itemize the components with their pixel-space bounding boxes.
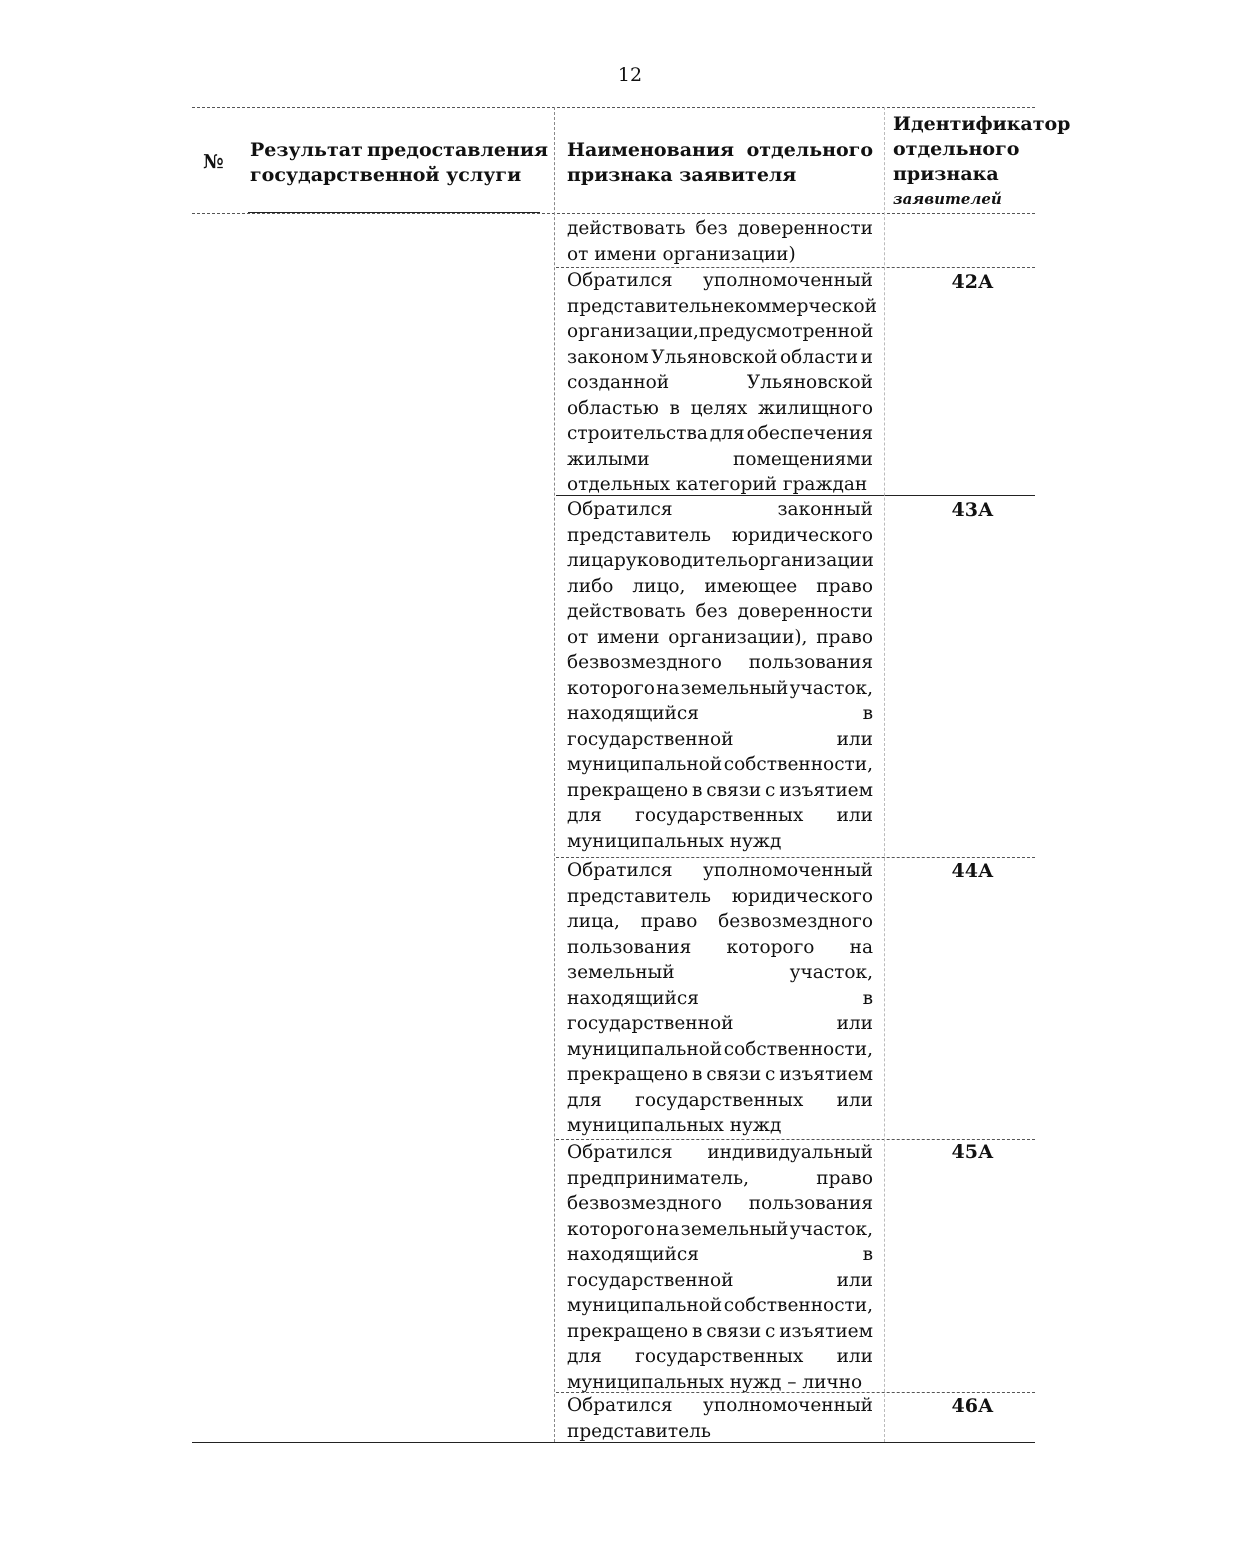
header-name-line-1 [567,138,873,163]
text-line: безвозмездного пользования [567,652,873,673]
header-no: № [203,151,224,173]
text-line: государственной или [567,1013,873,1034]
header-name [567,138,873,188]
header-bottom-border [192,213,1035,214]
text-line: прекращено в связи с изъятием [567,1320,873,1342]
text-line: которого на земельный участок, [567,1218,873,1240]
text-line: государственной или [567,728,873,750]
row-46a-identifier: 46А [951,1395,994,1417]
text-line: муниципальных нужд [567,1115,782,1136]
text-line: находящийся в [567,703,873,724]
header-name-line-2: признака заявителя [567,164,797,186]
row-46a-text [567,1393,873,1444]
text-line: находящийся в [567,987,873,1009]
column-divider-identifier [884,107,885,1442]
text-line: для государственных или [567,1089,873,1111]
text-line: безвозмездного пользования [567,1193,873,1214]
header-result-line-2: государственной услуги [250,164,522,186]
text-line: предприниматель, право [567,1167,873,1189]
header-identifier-line-3: признака [893,163,999,185]
text-line: лица, право безвозмездного [567,911,873,932]
header-rule-result [248,212,540,213]
text-line: областью в целях жилищного [567,397,873,419]
table-top-border [192,107,1035,108]
row-45a-identifier: 45А [951,1141,994,1163]
text-line: муниципальных нужд [567,830,782,852]
header-identifier-line-2: отдельного [893,138,1020,160]
text-line: пользования которого на [567,936,873,958]
row-43a-identifier: 43А [951,499,994,521]
row-43a-text [567,497,873,854]
continuation-text [567,216,873,267]
text-line: строительства для обеспечения [567,423,873,444]
text-line: от имени организации), право [567,626,873,648]
text-line: организации, предусмотренной [567,321,874,342]
column-divider-name [554,107,555,1442]
text-line: действовать без доверенности [567,218,873,239]
page-number: 12 [617,64,643,86]
text-line: Обратился законный [567,499,873,520]
header-result [250,138,548,188]
text-line: лица руководитель организации [567,550,874,571]
text-line: Обратился уполномоченный [567,1395,873,1416]
text-line: законом Ульяновской области и [567,346,873,368]
text-line: муниципальной собственности, [567,1038,873,1060]
text-line: земельный участок, [567,962,873,983]
header-name-word-2: отдельного [746,139,873,161]
row-42a-identifier: 42А [951,271,994,293]
text-line: созданной Ульяновской [567,372,873,393]
text-line: которого на земельный участок, [567,677,873,699]
text-line: прекращено в связи с изъятием [567,1064,873,1085]
text-line: Обратился уполномоченный [567,270,873,291]
header-identifier-line-1: Идентификатор [893,113,1071,135]
text-line: государственной или [567,1269,873,1291]
header-result-word-1: Результат [250,139,363,161]
row-45a-text [567,1140,873,1395]
text-line: представитель [567,1420,711,1442]
row-44a-identifier: 44А [951,860,994,882]
header-name-word-1: Наименования [567,139,735,161]
row-42a-text [567,268,878,498]
text-line: представитель юридического [567,885,873,907]
text-line: отдельных категорий граждан [567,474,868,495]
text-line: представитель юридического [567,524,873,546]
header-identifier [893,112,1071,208]
text-line: для государственных или [567,805,873,826]
text-line: находящийся в [567,1244,873,1265]
text-line: муниципальных нужд – лично [567,1371,863,1393]
text-line: муниципальной собственности, [567,754,873,775]
text-line: жилыми помещениями [567,448,873,470]
text-line: Обратился индивидуальный [567,1142,873,1163]
text-line: представитель некоммерческой [567,295,878,317]
text-line: Обратился уполномоченный [567,860,873,881]
header-result-word-2: предоставления [367,139,548,161]
text-line: муниципальной собственности, [567,1295,873,1316]
text-line: прекращено в связи с изъятием [567,779,873,801]
text-line: либо лицо, имеющее право [567,575,873,597]
header-result-line-1 [250,138,548,163]
text-line: действовать без доверенности [567,601,873,622]
row-44a-text [567,858,873,1139]
text-line: от имени организации) [567,243,796,265]
header-identifier-line-4: заявителей [893,190,1002,208]
text-line: для государственных или [567,1346,873,1367]
